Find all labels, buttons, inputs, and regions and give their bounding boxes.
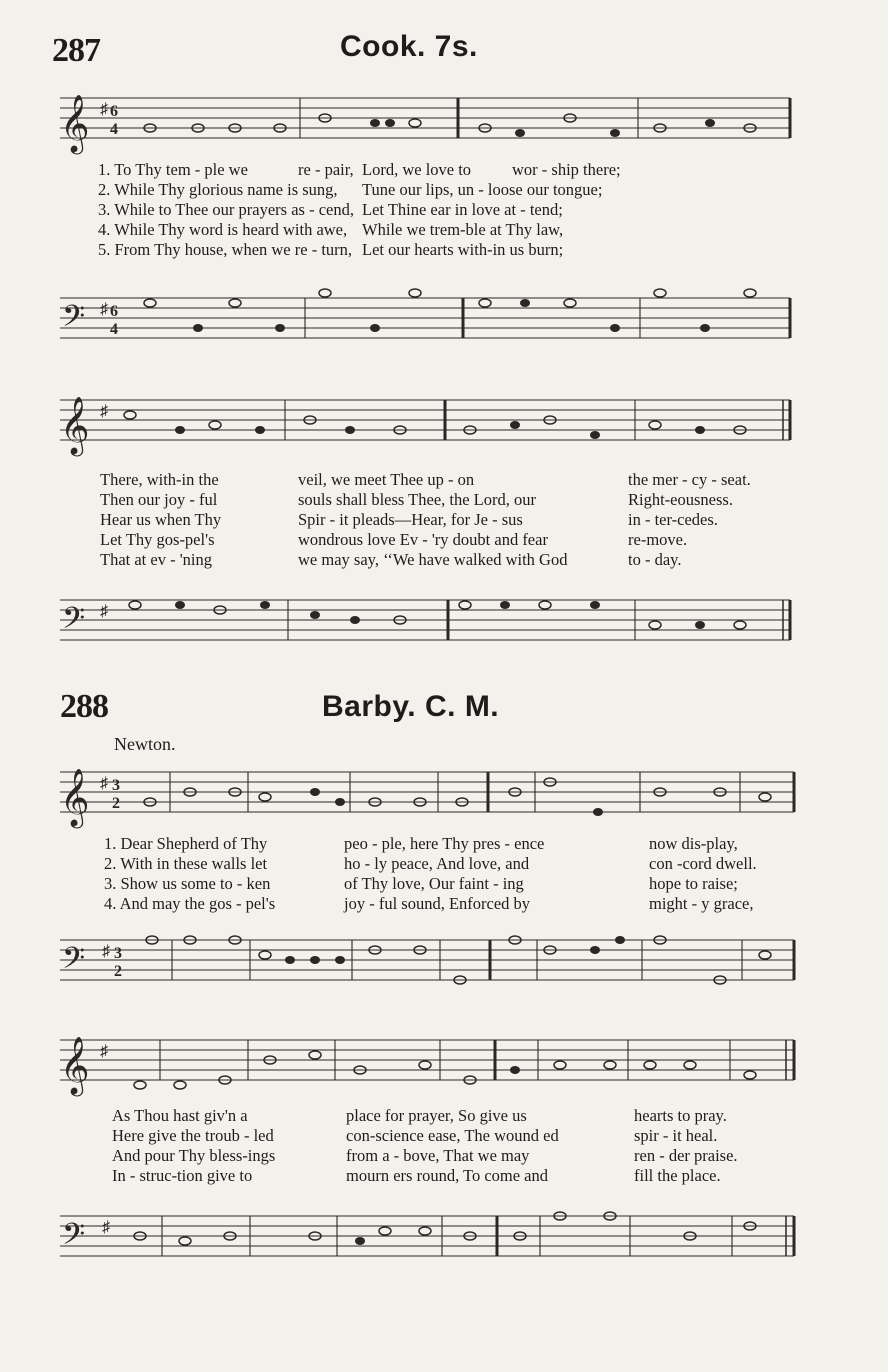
lyric-segment: There, with-in the [100, 470, 219, 489]
svg-text:𝄞: 𝄞 [60, 397, 90, 453]
lyric-segment: hope to raise; [649, 874, 738, 893]
lyric-segment: spir - it heal. [634, 1126, 718, 1145]
verse-line [100, 470, 844, 490]
verse-line [98, 160, 842, 180]
verse-line [104, 854, 848, 874]
verse-line [112, 1166, 856, 1186]
hymn-title: Cook. 7s. [340, 30, 478, 63]
lyric-segment: Tune our lips, un - loose our tongue; [362, 180, 603, 199]
music-system [50, 1022, 794, 1282]
lyric-segment: con -cord dwell. [649, 854, 757, 873]
lyric-segment: 4. While Thy word is heard with awe, [98, 220, 348, 239]
svg-text:𝄢: 𝄢 [62, 602, 86, 642]
verse-line [104, 874, 848, 894]
hymn-number: 287 [52, 32, 100, 69]
verse-line [98, 220, 842, 240]
svg-text:3: 3 [112, 777, 120, 794]
verse-line [104, 834, 848, 854]
svg-text:♯: ♯ [100, 775, 108, 792]
verse-line [98, 180, 842, 200]
lyrics-block [104, 834, 848, 914]
svg-text:2: 2 [114, 963, 122, 980]
lyric-segment: Here give the troub - led [112, 1126, 274, 1145]
lyric-segment: the mer - cy - seat. [628, 470, 751, 489]
lyric-segment: Let our hearts with-in us burn; [362, 240, 564, 259]
lyric-segment: from a - bove, That we may [346, 1146, 530, 1165]
lyric-segment: re - pair, [298, 160, 354, 179]
svg-text:6: 6 [110, 103, 118, 120]
music-system [50, 758, 794, 1008]
treble-staff [50, 758, 794, 838]
hymn-title: Barby. C. M. [322, 690, 500, 723]
lyric-segment: 4. And may the gos - pel's [104, 894, 276, 913]
lyric-segment: And pour Thy bless-ings [112, 1146, 276, 1165]
bass-staff [50, 1194, 794, 1274]
verse-line [112, 1106, 856, 1126]
verse-line [100, 490, 844, 510]
hymn-author: Newton. [114, 734, 176, 754]
svg-text:𝄞: 𝄞 [60, 1037, 90, 1093]
lyric-segment: con-science ease, The wound ed [346, 1126, 559, 1145]
lyric-segment: re-move. [628, 530, 688, 549]
lyric-segment: hearts to pray. [634, 1106, 727, 1125]
music-system [50, 90, 794, 360]
svg-text:♯: ♯ [100, 1043, 108, 1060]
lyric-segment: might - y grace, [649, 894, 754, 913]
lyric-segment: Let Thine ear in love at - tend; [362, 200, 563, 219]
lyrics-block [98, 160, 842, 260]
lyric-segment: As Thou hast giv'n a [112, 1106, 248, 1125]
svg-text:♯: ♯ [100, 603, 108, 620]
svg-text:𝄞: 𝄞 [60, 95, 90, 151]
svg-text:4: 4 [110, 121, 118, 138]
lyric-segment: 2. With in these walls let [104, 854, 268, 873]
lyric-segment: Let Thy gos-pel's [100, 530, 215, 549]
verse-line [112, 1146, 856, 1166]
lyric-segment: souls shall bless Thee, the Lord, our [298, 490, 536, 509]
lyric-segment: 3. Show us some to - ken [104, 874, 271, 893]
lyric-segment: of Thy love, Our faint - ing [344, 874, 524, 893]
lyrics-block [100, 470, 844, 570]
svg-text:𝄢: 𝄢 [62, 1218, 86, 1258]
lyric-segment: Then our joy - ful [100, 490, 218, 509]
lyric-segment: ho - ly peace, And love, and [344, 854, 530, 873]
verse-line [98, 200, 842, 220]
bass-staff [50, 918, 794, 998]
lyric-segment: wondrous love Ev - 'ry doubt and fear [298, 530, 548, 549]
lyric-segment: place for prayer, So give us [346, 1106, 527, 1125]
verse-line [100, 510, 844, 530]
lyric-segment: In - struc-tion give to [112, 1166, 253, 1185]
treble-staff [50, 90, 794, 170]
lyrics-block [112, 1106, 856, 1186]
lyric-segment: peo - ple, here Thy pres - ence [344, 834, 545, 853]
svg-text:6: 6 [110, 303, 118, 320]
svg-text:♯: ♯ [100, 301, 108, 318]
svg-text:♯: ♯ [100, 101, 108, 118]
treble-staff [50, 1022, 794, 1102]
lyric-segment: ren - der praise. [634, 1146, 738, 1165]
lyric-segment: 3. While to Thee our prayers as - cend, [98, 200, 354, 219]
music-system [50, 392, 794, 662]
svg-text:4: 4 [110, 321, 118, 338]
svg-text:3: 3 [114, 945, 122, 962]
lyric-segment: now dis-play, [649, 834, 738, 853]
lyric-segment: fill the place. [634, 1166, 721, 1185]
svg-text:2: 2 [112, 795, 120, 812]
lyric-segment: wor - ship there; [512, 160, 621, 179]
svg-text:♯: ♯ [102, 943, 110, 960]
lyric-segment: Right-eousness. [628, 490, 733, 509]
svg-text:𝄞: 𝄞 [60, 769, 90, 825]
lyric-segment: we may say, ‘‘We have walked with God [298, 550, 568, 569]
treble-staff [50, 392, 794, 472]
verse-line [100, 530, 844, 550]
lyric-segment: Spir - it pleads—Hear, for Je - sus [298, 510, 523, 529]
svg-text:♯: ♯ [100, 403, 108, 420]
bass-staff [50, 582, 794, 662]
lyric-segment: 2. While Thy glorious name is sung, [98, 180, 338, 199]
svg-text:𝄢: 𝄢 [62, 942, 86, 982]
lyric-segment: joy - ful sound, Enforced by [344, 894, 531, 913]
lyric-segment: in - ter-cedes. [628, 510, 718, 529]
lyric-segment: Hear us when Thy [100, 510, 222, 529]
lyric-segment: mourn ers round, To come and [346, 1166, 548, 1185]
verse-line [104, 894, 848, 914]
lyric-segment: While we trem-ble at Thy law, [362, 220, 564, 239]
svg-text:♯: ♯ [102, 1219, 110, 1236]
lyric-segment: veil, we meet Thee up - on [298, 470, 475, 489]
verse-line [98, 240, 842, 260]
lyric-segment: 1. Dear Shepherd of Thy [104, 834, 268, 853]
lyric-segment: Lord, we love to [362, 160, 472, 179]
lyric-segment: That at ev - 'ning [100, 550, 213, 569]
bass-staff [50, 280, 794, 360]
lyric-segment: to - day. [628, 550, 682, 569]
svg-text:𝄢: 𝄢 [62, 300, 86, 340]
verse-line [112, 1126, 856, 1146]
hymn-number: 288 [60, 688, 108, 725]
verse-line [100, 550, 844, 570]
lyric-segment: 5. From Thy house, when we re - turn, [98, 240, 353, 259]
lyric-segment: 1. To Thy tem - ple we [98, 160, 248, 179]
